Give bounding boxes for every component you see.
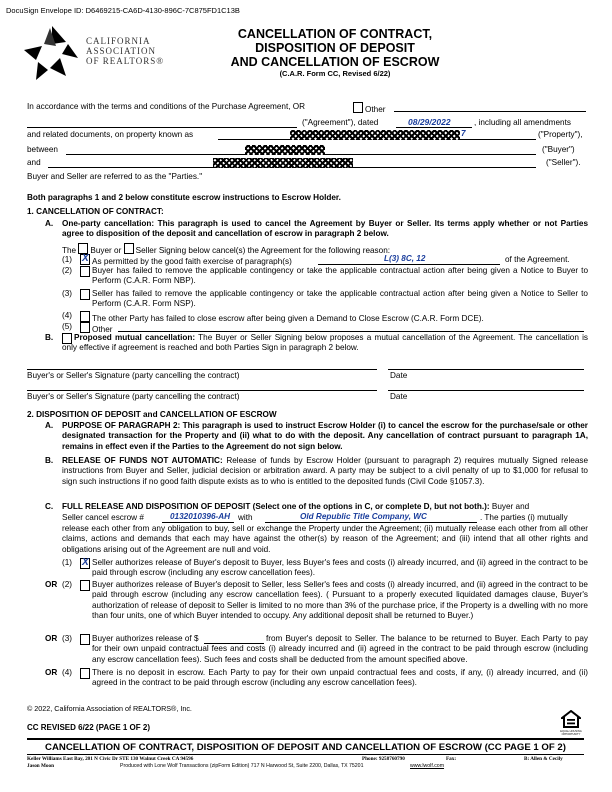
escrow-no-field[interactable]: [162, 522, 234, 523]
other-field[interactable]: [394, 111, 586, 112]
o4-checkbox[interactable]: [80, 668, 90, 679]
logo-text: [86, 36, 164, 66]
escrow-co-field[interactable]: [265, 522, 477, 523]
title-line1: CANCELLATION OF CONTRACT,: [237, 27, 433, 41]
buyer-or-label: Buyer or: [90, 246, 122, 255]
escrow-company: Old Republic Title Company, WC: [300, 512, 427, 521]
car-logo-icon: [22, 24, 82, 84]
r4-checkbox[interactable]: [80, 311, 90, 322]
sig-field-2[interactable]: [27, 390, 377, 391]
r1-field[interactable]: [318, 264, 500, 265]
r1-row: [80, 254, 292, 266]
with-label: with: [238, 513, 253, 522]
lwolf-link[interactable]: www.lwolf.com: [410, 763, 445, 769]
form-title: [210, 27, 460, 79]
or-2: OR: [45, 580, 58, 589]
r5-field[interactable]: [118, 331, 584, 332]
s2b-label: B.: [45, 456, 54, 465]
or-4: OR: [45, 668, 58, 677]
o2-text: Buyer authorizes release of Buyer's deposit to Seller, less Seller's fees and costs (i) already incurred, and (ii) agreed in the contract to be paid through escrow (including any escrow cancellation fees). ( Pursuant to a properly executed liquidated damages clause, Buyer's authorization of release of deposit to Seller is limited to no more than 3% of the purchase price, if the Property is a dwelling with no more than four units, one of which Buyer intended to occupy. Any additional deposit shall be returned to Buyer.): [92, 580, 588, 621]
o3-checkbox[interactable]: [80, 634, 90, 645]
section-2-heading: 2. DISPOSITION OF DEPOSIT and CANCELLATION OF ESCROW: [27, 410, 277, 419]
s2c-bold: FULL RELEASE AND DISPOSITION OF DEPOSIT (Select one of the options in C, or complete D, but not both.):: [62, 502, 490, 511]
o1-checkbox[interactable]: [80, 558, 90, 569]
intro-text-1: In accordance with the terms and conditions of the Purchase Agreement, OR: [27, 102, 306, 111]
or-3: OR: [45, 634, 58, 643]
other-label: Other: [365, 105, 386, 114]
escrow-instructions-note: Both paragraphs 1 and 2 below constitute escrow instructions to Escrow Holder.: [27, 193, 341, 202]
s2c-t1: Buyer and: [491, 502, 530, 511]
sig-field-1[interactable]: [27, 369, 377, 370]
r2-checkbox[interactable]: [80, 266, 90, 277]
amendments-label: , including all amendments: [474, 118, 571, 127]
s2c-t4: release each other from any obligation to buy, sell or exchange the Property under the Agreement; (ii) mutually release each other from all other claims, actions and demands that each may have against the other(s) by reason of the Agreement; and (iii) intend that all other rights and obligations arising out of the Agreement are null and void.: [62, 524, 588, 554]
escrow-number: 0132010396-AH: [170, 512, 231, 521]
r3-text: Seller has failed to remove the applicable contingency or take the applicable contractual action after being given a Notice to Seller to Perform (C.A.R. Form NSP).: [92, 289, 588, 309]
sig-label-1: Buyer's or Seller's Signature (party cancelling the contract): [27, 371, 240, 380]
other-option[interactable]: [353, 102, 385, 114]
section-1-heading: 1. CANCELLATION OF CONTRACT:: [27, 207, 164, 216]
o4-checkbox-wrap: [80, 668, 92, 680]
r3-num: (3): [62, 289, 73, 298]
r1-num: (1): [62, 255, 73, 264]
revised-label: CC REVISED 6/22 (PAGE 1 OF 2): [27, 723, 150, 732]
r1-checkbox[interactable]: [80, 254, 90, 265]
o4-text: There is no deposit in escrow. Each Party to pay for their own unpaid contractual fees and costs, if any, (i) already incurred, and (ii) agreed in the contract to be paid through escrow (including any escrow cancellation fees).: [92, 668, 588, 688]
r1-value: L(3) 8C, 12: [384, 254, 426, 263]
r2-checkbox-wrap: [80, 266, 92, 278]
agreement-date: 08/29/2022: [408, 117, 451, 127]
sig-label-2: Buyer's or Seller's Signature (party cancelling the contract): [27, 392, 240, 401]
r5-text: Other: [92, 325, 113, 334]
footer-rule: [27, 738, 584, 740]
and-label: and: [27, 158, 41, 167]
logo-line3: OF REALTORS®: [86, 56, 165, 66]
equal-housing-icon: [561, 710, 581, 728]
eho-text: EQUAL HOUSING OPPORTUNITY: [560, 730, 582, 736]
property-label: and related documents, on property known as: [27, 130, 194, 139]
escrow-no-label: Seller cancel escrow #: [62, 513, 144, 522]
s1b-body: The Buyer or Seller Signing below proposes a mutual cancellation of the Agreement. The cancellation is only effective if agreement is reached and both Parties Sign in paragraph 2 below.: [62, 333, 588, 353]
envelope-id: DocuSign Envelope ID: D6469215-CA6D-4130-896C-7C875FD1C13B: [6, 6, 240, 15]
title-line3: AND CANCELLATION OF ESCROW: [230, 55, 440, 69]
o3-checkbox-wrap: [80, 634, 92, 646]
property-suffix: ("Property"),: [538, 130, 583, 139]
redacted-seller: [213, 158, 353, 168]
date-label-1: Date: [390, 371, 408, 380]
seller-checkbox[interactable]: [124, 243, 134, 254]
car-logo: [22, 24, 82, 84]
r4-row: [80, 311, 484, 323]
s1b-label: B.: [45, 333, 54, 342]
agreement-label: ("Agreement"), dated: [302, 118, 379, 127]
date-field-1[interactable]: [388, 369, 584, 370]
parties-note: Buyer and Seller are referred to as the "Parties.": [27, 172, 203, 181]
s2a-text: PURPOSE OF PARAGRAPH 2: This paragraph is used to instruct Escrow Holder (i) to cancel the escrow for the purchase/sale or other designated transaction for the Property and (ii) what to do with the deposit. Any cancellation of contract pursuant to paragraph 1A, remains in effect even if the Parties to the Agreement do not sign below.: [62, 421, 588, 451]
s1b-bold: Proposed mutual cancellation:: [74, 333, 196, 342]
agent-name: Jason Moon: [27, 763, 54, 769]
o3-text: from Buyer's deposit to Seller. The balance to be returned to Buyer. Each Party to pay for their own unpaid contractual fees and costs (i) already incurred and (ii) agreed in the contract to be paid through escrow (including any escrow cancellation fees). Such fees and costs shall be deducted from the amount specified above.: [92, 634, 588, 664]
s2c-label: C.: [45, 502, 54, 511]
between-label: between: [27, 145, 58, 154]
agreement-field[interactable]: [27, 127, 297, 128]
s2a-label: A.: [45, 421, 54, 430]
redacted-property: [290, 130, 460, 140]
s1b-text: [62, 333, 588, 354]
r2-text: Buyer has failed to remove the applicable contingency or take the applicable contractual action after being given a Notice to Buyer to Perform (C.A.R. Form NBP).: [92, 266, 588, 286]
r4-num: (4): [62, 311, 73, 320]
footer-rule-2: [27, 754, 584, 755]
o2-checkbox-wrap: [80, 580, 92, 592]
title-sub: (C.A.R. Form CC, Revised 6/22): [279, 69, 391, 78]
redacted-buyer: [245, 145, 325, 155]
date-field[interactable]: [396, 127, 472, 128]
title-line2: DISPOSITION OF DEPOSIT: [255, 41, 415, 55]
buyer-suffix: ("Buyer"): [542, 145, 575, 154]
r3-checkbox-wrap: [80, 289, 92, 301]
seller-suffix: ("Seller").: [546, 158, 581, 167]
broker-info: Keller Williams East Bay, 201 N Civic Dr STE 130 Walnut Creek CA 94596: [27, 756, 194, 762]
date-label-2: Date: [390, 392, 408, 401]
file-name: B: Allen & Cecily: [524, 756, 563, 762]
o1-num: (1): [62, 558, 73, 567]
r2-num: (2): [62, 266, 73, 275]
o3-num: (3): [62, 634, 73, 643]
o1-checkbox-wrap: [80, 558, 92, 570]
s2b-body: Release of funds by Escrow Holder (pursuant to paragraph 2) requires mutually Signed release instructions from Buyer and Seller, judicial decision or arbitration award. A party may be subject to a civil penalty of up to $1,000 for refusal to sign such instructions if no good faith dispute exists as to who is entitled to the deposited funds (Civil Code §1057.3).: [62, 456, 589, 486]
r3-checkbox[interactable]: [80, 289, 90, 300]
footer-title: CANCELLATION OF CONTRACT, DISPOSITION OF DEPOSIT AND CANCELLATION OF ESCROW (CC PAGE 1 OF 2): [45, 742, 566, 753]
produced-by: Produced with Lone Wolf Transactions (zipForm Edition) 717 N Harwood St, Suite 2200, Dallas, TX 75201: [120, 763, 364, 769]
o4-num: (4): [62, 668, 73, 677]
date-field-2[interactable]: [388, 390, 584, 391]
broker-fax: Fax:: [446, 756, 457, 762]
o2-checkbox[interactable]: [80, 580, 90, 591]
logo-line1: CALIFORNIA: [86, 36, 151, 46]
r5-num: (5): [62, 322, 73, 331]
copyright: © 2022, California Association of REALTORS®, Inc.: [27, 704, 192, 713]
other-checkbox[interactable]: [353, 102, 363, 113]
s1a-text: One-party cancellation: This paragraph is used to cancel the Agreement by Buyer or Seller. Its terms apply whether or not Parties agree to disposition of the deposit and cancellation of escrow in paragraph 2 below.: [62, 219, 588, 239]
s2c-t3: . The parties (i) mutually: [480, 513, 568, 522]
r1-tail: of the Agreement.: [505, 255, 570, 264]
r1-text: As permitted by the good faith exercise of paragraph(s): [92, 257, 292, 266]
the-label: The: [62, 246, 77, 255]
o2-num: (2): [62, 580, 73, 589]
o1-text: Seller authorizes release of Buyer's deposit to Buyer, less Buyer's fees and costs (i) already incurred, and (ii) agreed in the contract to be paid through escrow (including any escrow cancellation fees).: [92, 558, 588, 578]
s1a-label: A.: [45, 219, 54, 228]
seller-signing-label: Seller Signing below cancel(s) the Agreement for the following reason:: [135, 246, 391, 255]
s2b-text: [62, 456, 588, 487]
o3-label: Buyer authorizes release of $: [92, 634, 199, 643]
broker-phone: Phone: 9258760790: [362, 756, 405, 762]
r5-checkbox[interactable]: [80, 322, 90, 333]
r4-text: The other Party has failed to close escrow after being given a Demand to Close Escrow (C.A.R. Form DCE).: [92, 314, 484, 323]
logo-line2: ASSOCIATION: [86, 46, 157, 56]
s2c-line1: [62, 502, 529, 511]
property-tail: 7: [461, 129, 466, 138]
equal-housing-logo: [558, 710, 584, 736]
s2b-bold: RELEASE OF FUNDS NOT AUTOMATIC:: [62, 456, 223, 465]
